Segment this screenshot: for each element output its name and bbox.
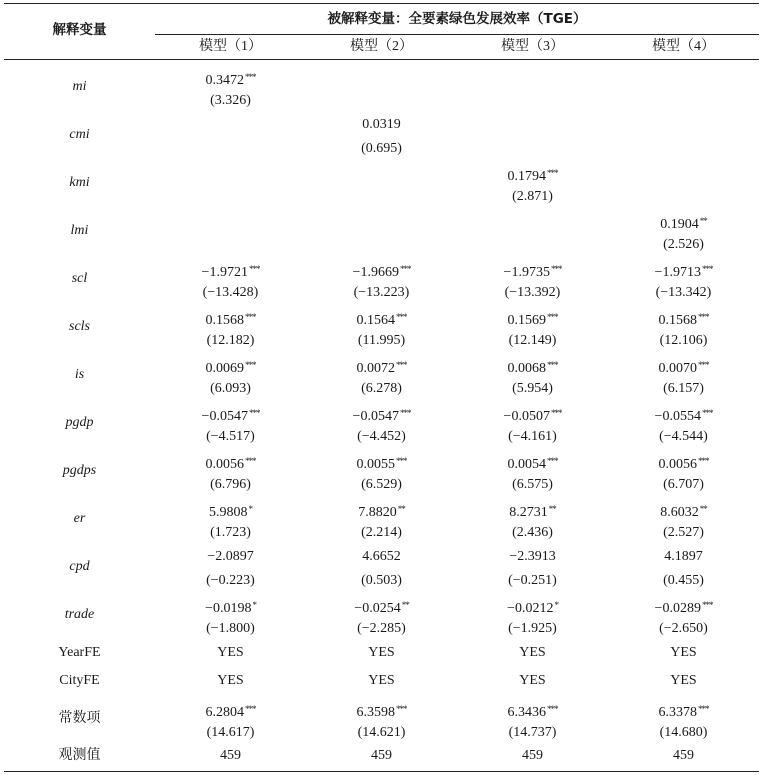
tstat-scl-model-2: (−13.223) bbox=[353, 285, 410, 300]
significance-stars: *** bbox=[396, 360, 407, 370]
yearfe-model-4: YES bbox=[670, 645, 697, 660]
tstat-is-model-2: (6.278) bbox=[361, 381, 402, 396]
significance-stars: ** bbox=[401, 600, 409, 610]
variable-label-scls: scls bbox=[69, 319, 90, 334]
tstat-pgdps-model-4: (6.707) bbox=[663, 477, 704, 492]
tstat-er-model-3: (2.436) bbox=[512, 525, 553, 540]
top-rule bbox=[4, 3, 759, 4]
tstat-trade-model-4: (−2.650) bbox=[659, 621, 708, 636]
tstat-pgdp-model-3: (−4.161) bbox=[508, 429, 557, 444]
tstat-trade-model-3: (−1.925) bbox=[508, 621, 557, 636]
variable-label-yearfe: YearFE bbox=[58, 645, 101, 660]
yearfe-model-2: YES bbox=[368, 645, 395, 660]
observations-model-4: 459 bbox=[673, 748, 694, 763]
coef-er-model-3: 8.2731** bbox=[509, 504, 556, 520]
tstat-pgdps-model-2: (6.529) bbox=[361, 477, 402, 492]
significance-stars: *** bbox=[550, 264, 562, 274]
variable-label-is: is bbox=[74, 367, 85, 382]
significance-stars: *** bbox=[547, 312, 558, 322]
tstat-pgdps-model-1: (6.796) bbox=[210, 477, 251, 492]
observations-model-2: 459 bbox=[371, 748, 392, 763]
coef-is-model-2: 0.0072*** bbox=[356, 360, 407, 376]
tstat-constant-model-3: (14.737) bbox=[508, 725, 557, 740]
tstat-pgdp-model-2: (−4.452) bbox=[357, 429, 406, 444]
yearfe-model-1: YES bbox=[217, 645, 244, 660]
significance-stars: ** bbox=[699, 504, 707, 514]
variable-label-cpd: cpd bbox=[69, 559, 90, 574]
significance-stars: * bbox=[554, 600, 558, 610]
variable-label-mi: mi bbox=[72, 79, 87, 94]
tstat-er-model-4: (2.527) bbox=[663, 525, 704, 540]
significance-stars: * bbox=[252, 600, 256, 610]
significance-stars: ** bbox=[548, 504, 556, 514]
explanatory-variable-header: 解释变量 bbox=[52, 22, 107, 38]
tstat-constant-model-1: (14.617) bbox=[206, 725, 255, 740]
significance-stars: *** bbox=[547, 360, 558, 370]
coef-is-model-1: 0.0069*** bbox=[205, 360, 256, 376]
tstat-cpd-model-3: (−0.251) bbox=[508, 573, 557, 588]
coef-scl-model-3: −1.9735*** bbox=[503, 264, 562, 280]
coef-scl-model-4: −1.9713*** bbox=[654, 264, 713, 280]
tstat-pgdp-model-4: (−4.544) bbox=[659, 429, 708, 444]
cityfe-model-3: YES bbox=[519, 673, 546, 688]
coef-kmi-model-3: 0.1794*** bbox=[507, 168, 558, 184]
significance-stars: * bbox=[248, 504, 252, 514]
coef-scls-model-2: 0.1564*** bbox=[356, 312, 407, 328]
coef-constant-model-4: 6.3378*** bbox=[658, 704, 709, 720]
header-bottom-rule bbox=[4, 59, 759, 60]
tstat-is-model-1: (6.093) bbox=[210, 381, 251, 396]
significance-stars: *** bbox=[245, 704, 256, 714]
variable-label-constant: 常数项 bbox=[58, 711, 101, 726]
coef-trade-model-2: −0.0254** bbox=[354, 600, 409, 616]
coef-cpd-model-1: −2.0897 bbox=[207, 549, 254, 564]
significance-stars: *** bbox=[701, 600, 713, 610]
coef-scls-model-3: 0.1569*** bbox=[507, 312, 558, 328]
significance-stars: *** bbox=[698, 360, 709, 370]
model-3-header: 模型（3） bbox=[501, 39, 564, 54]
coef-constant-model-1: 6.2804*** bbox=[205, 704, 256, 720]
significance-stars: *** bbox=[248, 264, 260, 274]
coef-er-model-4: 8.6032** bbox=[660, 504, 707, 520]
coef-pgdps-model-3: 0.0054*** bbox=[507, 456, 558, 472]
tstat-mi-model-1: (3.326) bbox=[210, 93, 251, 108]
tstat-cpd-model-4: (0.455) bbox=[663, 573, 704, 588]
tstat-cpd-model-1: (−0.223) bbox=[206, 573, 255, 588]
coef-trade-model-3: −0.0212* bbox=[507, 600, 558, 616]
significance-stars: ** bbox=[397, 504, 405, 514]
coef-er-model-2: 7.8820** bbox=[358, 504, 405, 520]
coef-mi-model-1: 0.3472*** bbox=[205, 72, 256, 88]
tstat-trade-model-1: (−1.800) bbox=[206, 621, 255, 636]
observations-model-1: 459 bbox=[220, 748, 241, 763]
coef-cpd-model-4: 4.1897 bbox=[664, 549, 703, 564]
tstat-scl-model-4: (−13.342) bbox=[655, 285, 712, 300]
observations-model-3: 459 bbox=[522, 748, 543, 763]
significance-stars: *** bbox=[396, 704, 407, 714]
variable-label-lmi: lmi bbox=[70, 223, 89, 238]
variable-label-cityfe: CityFE bbox=[59, 673, 100, 688]
coef-pgdps-model-1: 0.0056*** bbox=[205, 456, 256, 472]
coef-scls-model-4: 0.1568*** bbox=[658, 312, 709, 328]
variable-label-trade: trade bbox=[64, 607, 95, 622]
significance-stars: *** bbox=[547, 704, 558, 714]
model-4-header: 模型（4） bbox=[652, 39, 715, 54]
significance-stars: *** bbox=[248, 408, 260, 418]
coef-pgdp-model-2: −0.0547*** bbox=[352, 408, 411, 424]
coef-pgdp-model-3: −0.0507*** bbox=[503, 408, 562, 424]
model-2-header: 模型（2） bbox=[350, 39, 413, 54]
cityfe-model-4: YES bbox=[670, 673, 697, 688]
yearfe-model-3: YES bbox=[519, 645, 546, 660]
variable-label-cmi: cmi bbox=[69, 127, 90, 142]
significance-stars: *** bbox=[547, 168, 558, 178]
tstat-is-model-4: (6.157) bbox=[663, 381, 704, 396]
coef-constant-model-3: 6.3436*** bbox=[507, 704, 558, 720]
tstat-trade-model-2: (−2.285) bbox=[357, 621, 406, 636]
coef-constant-model-2: 6.3598*** bbox=[356, 704, 407, 720]
tstat-scl-model-3: (−13.392) bbox=[504, 285, 561, 300]
tstat-scls-model-3: (12.149) bbox=[508, 333, 557, 348]
significance-stars: ** bbox=[699, 216, 707, 226]
tstat-kmi-model-3: (2.871) bbox=[512, 189, 553, 204]
coef-pgdps-model-2: 0.0055*** bbox=[356, 456, 407, 472]
significance-stars: *** bbox=[698, 456, 709, 466]
variable-label-pgdp: pgdp bbox=[65, 415, 94, 430]
cityfe-model-2: YES bbox=[368, 673, 395, 688]
coef-scl-model-2: −1.9669*** bbox=[352, 264, 411, 280]
tstat-pgdp-model-1: (−4.517) bbox=[206, 429, 255, 444]
variable-label-kmi: kmi bbox=[69, 175, 90, 190]
coef-pgdp-model-1: −0.0547*** bbox=[201, 408, 260, 424]
coef-er-model-1: 5.9808* bbox=[209, 504, 252, 520]
coef-pgdps-model-4: 0.0056*** bbox=[658, 456, 709, 472]
significance-stars: *** bbox=[550, 408, 562, 418]
cityfe-model-1: YES bbox=[217, 673, 244, 688]
significance-stars: *** bbox=[701, 408, 713, 418]
significance-stars: *** bbox=[399, 408, 411, 418]
tstat-cmi-model-2: (0.695) bbox=[361, 141, 402, 156]
variable-label-observations: 观测值 bbox=[58, 748, 101, 763]
variable-label-er: er bbox=[73, 511, 86, 526]
tstat-cpd-model-2: (0.503) bbox=[361, 573, 402, 588]
coef-pgdp-model-4: −0.0554*** bbox=[654, 408, 713, 424]
dependent-variable-header: 被解释变量：全要素绿色发展效率（TGE） bbox=[327, 11, 587, 27]
variable-label-scl: scl bbox=[71, 271, 88, 286]
coef-cpd-model-3: −2.3913 bbox=[509, 549, 556, 564]
tstat-er-model-2: (2.214) bbox=[361, 525, 402, 540]
coef-cmi-model-2: 0.0319 bbox=[362, 117, 401, 132]
significance-stars: *** bbox=[698, 704, 709, 714]
coef-cpd-model-2: 4.6652 bbox=[362, 549, 401, 564]
coef-is-model-4: 0.0070*** bbox=[658, 360, 709, 376]
tstat-scls-model-4: (12.106) bbox=[659, 333, 708, 348]
variable-label-pgdps: pgdps bbox=[62, 463, 97, 478]
significance-stars: *** bbox=[396, 312, 407, 322]
tstat-er-model-1: (1.723) bbox=[210, 525, 251, 540]
tstat-scls-model-2: (11.995) bbox=[357, 333, 406, 348]
group-header-rule bbox=[155, 34, 759, 35]
coef-scls-model-1: 0.1568*** bbox=[205, 312, 256, 328]
bottom-rule bbox=[4, 771, 759, 772]
tstat-constant-model-4: (14.680) bbox=[659, 725, 708, 740]
tstat-lmi-model-4: (2.526) bbox=[663, 237, 704, 252]
tstat-constant-model-2: (14.621) bbox=[357, 725, 406, 740]
tstat-pgdps-model-3: (6.575) bbox=[512, 477, 553, 492]
tstat-scl-model-1: (−13.428) bbox=[202, 285, 259, 300]
coef-lmi-model-4: 0.1904** bbox=[660, 216, 707, 232]
significance-stars: *** bbox=[698, 312, 709, 322]
significance-stars: *** bbox=[399, 264, 411, 274]
model-1-header: 模型（1） bbox=[199, 39, 262, 54]
coef-trade-model-4: −0.0289*** bbox=[654, 600, 713, 616]
coef-scl-model-1: −1.9721*** bbox=[201, 264, 260, 280]
tstat-scls-model-1: (12.182) bbox=[206, 333, 255, 348]
significance-stars: *** bbox=[245, 360, 256, 370]
significance-stars: *** bbox=[245, 72, 256, 82]
significance-stars: *** bbox=[396, 456, 407, 466]
coef-trade-model-1: −0.0198* bbox=[205, 600, 256, 616]
tstat-is-model-3: (5.954) bbox=[512, 381, 553, 396]
significance-stars: *** bbox=[547, 456, 558, 466]
significance-stars: *** bbox=[245, 312, 256, 322]
coef-is-model-3: 0.0068*** bbox=[507, 360, 558, 376]
significance-stars: *** bbox=[245, 456, 256, 466]
significance-stars: *** bbox=[701, 264, 713, 274]
